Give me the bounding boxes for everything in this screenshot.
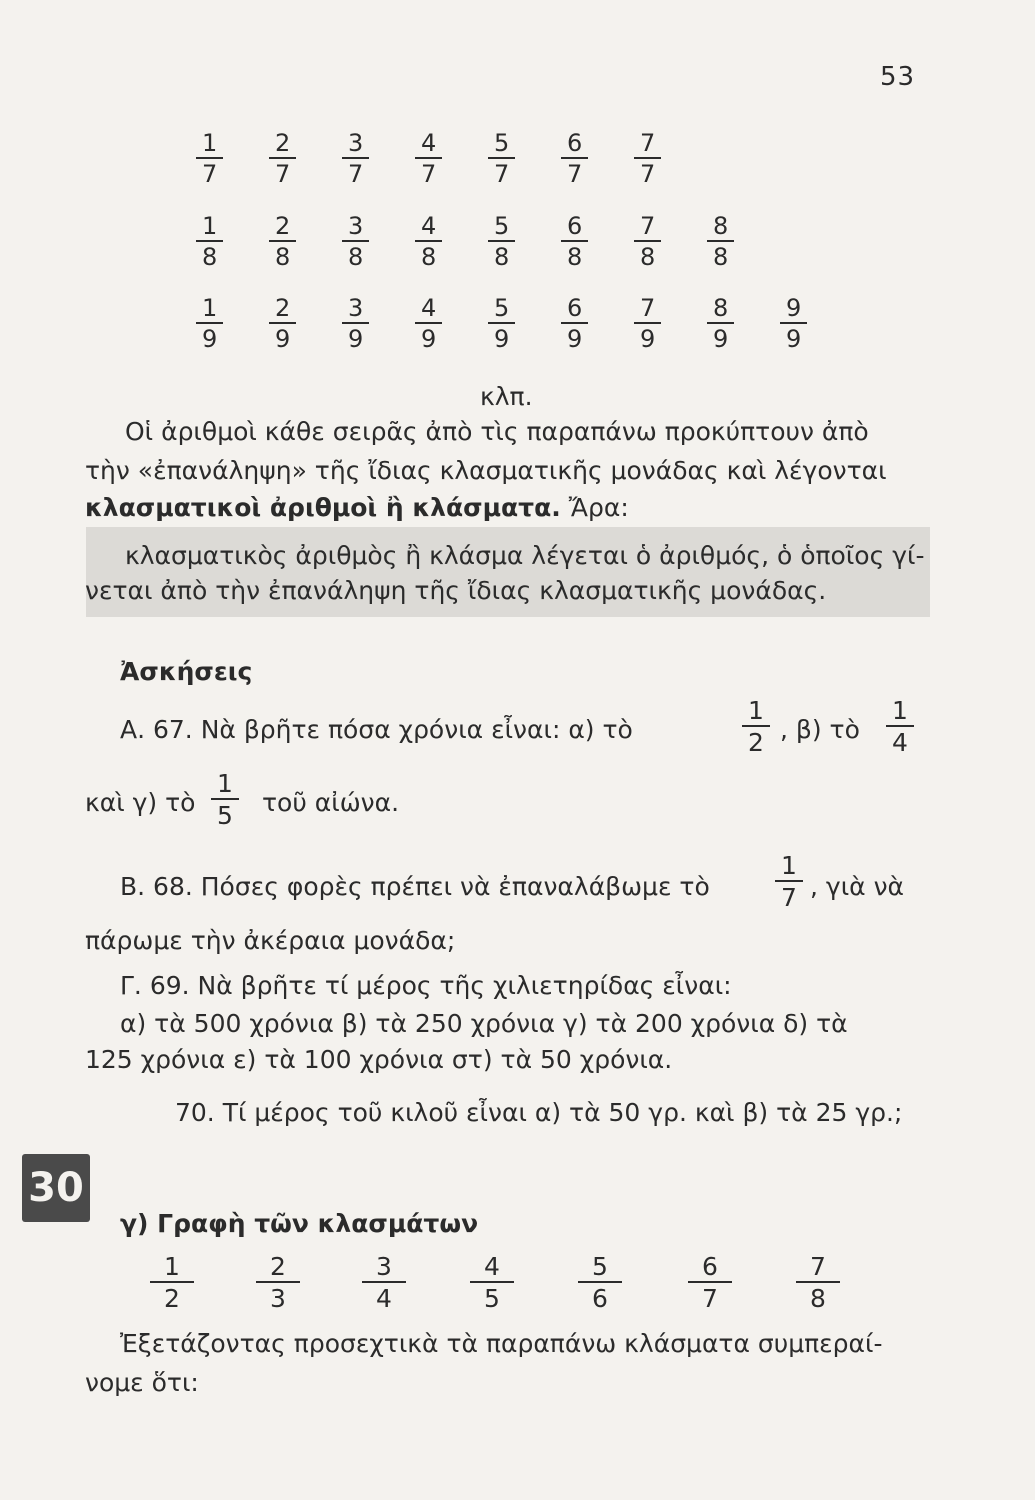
frac-num: 6 <box>567 129 583 157</box>
frac-num: 7 <box>640 212 656 240</box>
exercise-70: 70. Τί μέρος τοῦ κιλοῦ εἶναι α) τὰ 50 γρ. καὶ β) τὰ 25 γρ.; <box>175 1098 903 1127</box>
frac-bar <box>196 322 223 324</box>
section-fraction-4-5 <box>470 1253 514 1312</box>
etc-label: κλπ. <box>480 382 533 411</box>
frac-num: 8 <box>713 294 729 322</box>
frac-num: 1 <box>202 129 218 157</box>
fraction-7-7 <box>634 130 661 187</box>
frac-num: 6 <box>567 294 583 322</box>
frac-den: 5 <box>484 1284 500 1313</box>
section-fraction-1-2 <box>150 1253 194 1312</box>
frac-bar <box>488 157 515 159</box>
frac-num: 5 <box>494 294 510 322</box>
frac-bar <box>342 157 369 159</box>
frac-den: 8 <box>275 243 291 271</box>
fraction-6-9 <box>561 295 588 352</box>
fraction-8-8 <box>707 213 734 270</box>
exercise-69-line-1: Γ. 69. Νὰ βρῆτε τί μέρος τῆς χιλιετηρίδας εἶναι: <box>120 971 732 1000</box>
frac-bar <box>150 1281 194 1283</box>
frac-bar <box>561 322 588 324</box>
fraction-9-9 <box>780 295 807 352</box>
frac-num: 3 <box>376 1252 392 1281</box>
frac-den: 9 <box>348 325 364 353</box>
exercise-68-fraction <box>775 852 803 911</box>
frac-bar <box>415 322 442 324</box>
intro-line-1: Οἱ ἀριθμοὶ κάθε σειρᾶς ἀπὸ τὶς παραπάνω προκύπτουν ἀπὸ <box>125 417 869 446</box>
frac-bar <box>269 322 296 324</box>
frac-num: 6 <box>567 212 583 240</box>
fraction-7-9 <box>634 295 661 352</box>
frac-bar <box>415 157 442 159</box>
frac-den: 9 <box>713 325 729 353</box>
frac-den: 8 <box>713 243 729 271</box>
fraction-2-7 <box>269 130 296 187</box>
fraction-4-9 <box>415 295 442 352</box>
frac-den: 2 <box>164 1284 180 1313</box>
frac-den: 8 <box>421 243 437 271</box>
frac-den: 4 <box>376 1284 392 1313</box>
frac-bar <box>362 1281 406 1283</box>
exercise-68-end: , γιὰ νὰ <box>810 872 905 901</box>
frac-bar <box>796 1281 840 1283</box>
fraction-4-8 <box>415 213 442 270</box>
frac-num: 1 <box>164 1252 180 1281</box>
fraction-6-7 <box>561 130 588 187</box>
frac-den: 9 <box>494 325 510 353</box>
frac-bar <box>488 240 515 242</box>
frac-den: 9 <box>567 325 583 353</box>
fraction-3-9 <box>342 295 369 352</box>
exercise-69-line-3: 125 χρόνια ε) τὰ 100 χρόνια στ) τὰ 50 χρόνια. <box>85 1045 673 1074</box>
frac-den: 9 <box>786 325 802 353</box>
frac-bar <box>415 240 442 242</box>
frac-num: 1 <box>892 696 908 725</box>
frac-num: 3 <box>348 212 364 240</box>
definition-line-1: κλασματικὸς ἀριθμὸς ἢ κλάσμα λέγεται ὁ ἀριθμός, ὁ ὁποῖος γί- <box>125 541 925 570</box>
frac-num: 1 <box>781 851 797 880</box>
frac-den: 3 <box>270 1284 286 1313</box>
frac-num: 1 <box>202 212 218 240</box>
frac-den: 8 <box>567 243 583 271</box>
frac-bar <box>886 725 914 727</box>
exercise-67-line2-end: τοῦ αἰώνα. <box>262 788 400 817</box>
fraction-5-7 <box>488 130 515 187</box>
exercise-68-line2: πάρωμε τὴν ἀκέραια μονάδα; <box>85 926 456 955</box>
section-fraction-5-6 <box>578 1253 622 1312</box>
frac-den: 7 <box>640 160 656 188</box>
section-fraction-6-7 <box>688 1253 732 1312</box>
frac-num: 7 <box>810 1252 826 1281</box>
frac-num: 5 <box>494 212 510 240</box>
frac-den: 9 <box>640 325 656 353</box>
frac-bar <box>342 322 369 324</box>
section-fraction-2-3 <box>256 1253 300 1312</box>
frac-bar <box>342 240 369 242</box>
exercise-67-fraction-3 <box>211 770 239 829</box>
exercise-67-mid: , β) τὸ <box>780 715 860 744</box>
frac-den: 7 <box>702 1284 718 1313</box>
fraction-8-9 <box>707 295 734 352</box>
frac-bar <box>707 240 734 242</box>
frac-den: 8 <box>810 1284 826 1313</box>
frac-bar <box>269 240 296 242</box>
frac-den: 8 <box>640 243 656 271</box>
frac-bar <box>634 240 661 242</box>
exercises-heading: Ἀσκήσεις <box>120 657 253 686</box>
frac-bar <box>561 157 588 159</box>
frac-bar <box>196 240 223 242</box>
frac-den: 7 <box>348 160 364 188</box>
frac-num: 8 <box>713 212 729 240</box>
frac-num: 5 <box>494 129 510 157</box>
fraction-1-9 <box>196 295 223 352</box>
frac-den: 7 <box>202 160 218 188</box>
exercise-67-line2-start: καὶ γ) τὸ <box>85 788 196 817</box>
frac-bar <box>634 157 661 159</box>
fraction-6-8 <box>561 213 588 270</box>
intro-ara: Ἄρα: <box>560 493 629 522</box>
frac-num: 7 <box>640 294 656 322</box>
frac-bar <box>488 322 515 324</box>
fraction-2-8 <box>269 213 296 270</box>
frac-den: 8 <box>202 243 218 271</box>
section-fraction-3-4 <box>362 1253 406 1312</box>
definition-line-2: νεται ἀπὸ τὴν ἐπανάληψη τῆς ἴδιας κλασματικῆς μονάδας. <box>85 576 827 605</box>
frac-bar <box>578 1281 622 1283</box>
exercise-68-text: Β. 68. Πόσες φορὲς πρέπει νὰ ἐπαναλάβωμε τὸ <box>120 872 710 901</box>
frac-bar <box>211 798 239 800</box>
frac-num: 3 <box>348 294 364 322</box>
intro-line-3 <box>85 492 629 524</box>
frac-num: 4 <box>421 294 437 322</box>
frac-den: 7 <box>421 160 437 188</box>
frac-den: 9 <box>421 325 437 353</box>
fraction-3-8 <box>342 213 369 270</box>
exercise-67-fraction-1 <box>742 697 770 756</box>
intro-term: κλασματικοὶ ἀριθμοὶ ἢ κλάσματα. <box>85 493 561 522</box>
frac-bar <box>688 1281 732 1283</box>
frac-num: 5 <box>592 1252 608 1281</box>
frac-den: 8 <box>494 243 510 271</box>
frac-bar <box>256 1281 300 1283</box>
conclusion-line-1: Ἐξετάζοντας προσεχτικὰ τὰ παραπάνω κλάσματα συμπεραί- <box>120 1329 883 1358</box>
frac-den: 6 <box>592 1284 608 1313</box>
frac-num: 1 <box>748 696 764 725</box>
frac-num: 4 <box>421 212 437 240</box>
fraction-5-9 <box>488 295 515 352</box>
frac-den: 7 <box>567 160 583 188</box>
frac-bar <box>780 322 807 324</box>
section-badge: 30 <box>22 1154 90 1222</box>
frac-num: 1 <box>202 294 218 322</box>
frac-num: 3 <box>348 129 364 157</box>
frac-bar <box>470 1281 514 1283</box>
frac-bar <box>561 240 588 242</box>
frac-num: 4 <box>484 1252 500 1281</box>
frac-den: 5 <box>217 801 233 830</box>
frac-num: 2 <box>275 294 291 322</box>
fraction-1-7 <box>196 130 223 187</box>
frac-den: 8 <box>348 243 364 271</box>
conclusion-line-2: νομε ὅτι: <box>85 1368 199 1397</box>
fraction-2-9 <box>269 295 296 352</box>
frac-den: 9 <box>275 325 291 353</box>
frac-num: 4 <box>421 129 437 157</box>
page-number: 53 <box>880 62 916 92</box>
exercise-69-line-2: α) τὰ 500 χρόνια β) τὰ 250 χρόνια γ) τὰ 200 χρόνια δ) τὰ <box>120 1009 848 1038</box>
fraction-5-8 <box>488 213 515 270</box>
exercise-67-fraction-2 <box>886 697 914 756</box>
exercise-67-text: Α. 67. Νὰ βρῆτε πόσα χρόνια εἶναι: α) τὸ <box>120 715 633 744</box>
frac-num: 2 <box>270 1252 286 1281</box>
frac-den: 9 <box>202 325 218 353</box>
frac-den: 7 <box>781 883 797 912</box>
frac-den: 4 <box>892 728 908 757</box>
frac-bar <box>742 725 770 727</box>
frac-bar <box>269 157 296 159</box>
fraction-1-8 <box>196 213 223 270</box>
frac-num: 2 <box>275 212 291 240</box>
frac-bar <box>634 322 661 324</box>
section-fraction-7-8 <box>796 1253 840 1312</box>
fraction-4-7 <box>415 130 442 187</box>
fraction-7-8 <box>634 213 661 270</box>
fraction-3-7 <box>342 130 369 187</box>
frac-num: 2 <box>275 129 291 157</box>
section-title: γ) Γραφὴ τῶν κλασμάτων <box>120 1209 479 1238</box>
frac-num: 7 <box>640 129 656 157</box>
frac-bar <box>196 157 223 159</box>
frac-num: 6 <box>702 1252 718 1281</box>
frac-den: 7 <box>275 160 291 188</box>
intro-line-2: τὴν «ἐπανάληψη» τῆς ἴδιας κλασματικῆς μονάδας καὶ λέγονται <box>85 456 887 485</box>
frac-den: 2 <box>748 728 764 757</box>
frac-bar <box>775 880 803 882</box>
frac-num: 9 <box>786 294 802 322</box>
frac-den: 7 <box>494 160 510 188</box>
frac-bar <box>707 322 734 324</box>
frac-num: 1 <box>217 769 233 798</box>
